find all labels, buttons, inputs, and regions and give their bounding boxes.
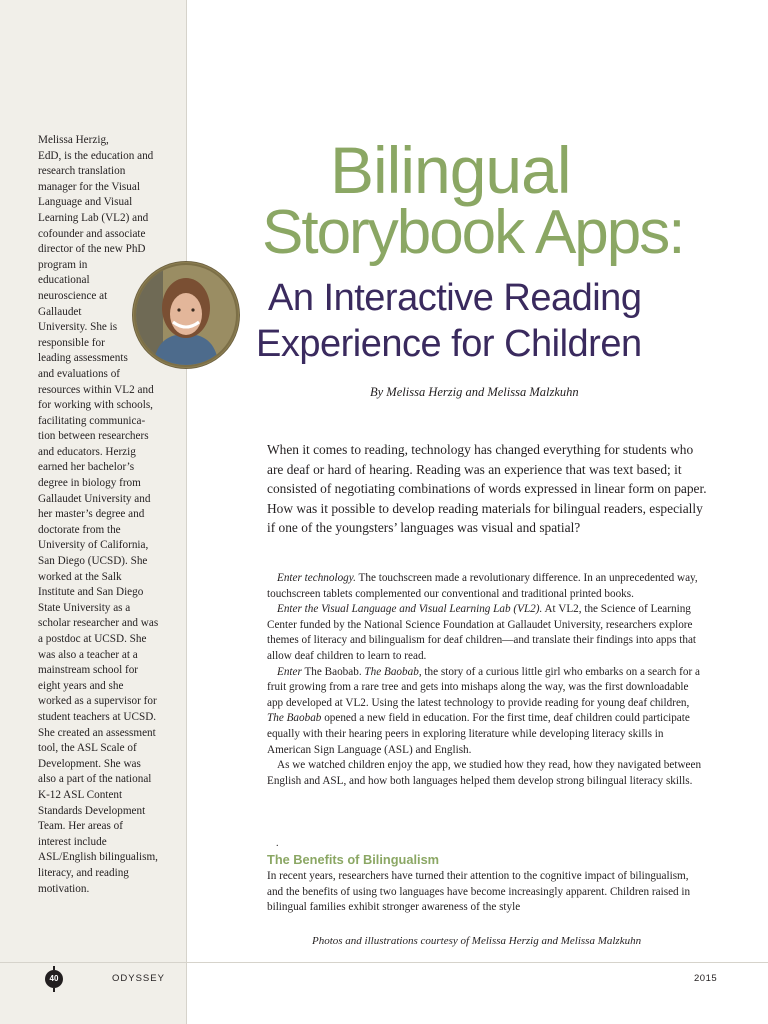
bio-line: San Diego (UCSD). She xyxy=(38,555,148,568)
bio-line: leading assessments xyxy=(38,352,128,365)
bio-line: also a part of the national xyxy=(38,773,152,786)
author-portrait-image xyxy=(133,262,239,368)
bio-line: neuroscience at xyxy=(38,289,108,302)
bio-line: interest include xyxy=(38,835,107,848)
byline: By Melissa Herzig and Melissa Malzkuhn xyxy=(370,385,579,399)
bio-line: Institute and San Diego xyxy=(38,586,144,599)
bio-line: manager for the Visual xyxy=(38,180,140,193)
author-bio: Melissa Herzig, EdD, is the education and research translation manager for the Visual Language and Visual Learning Lab (VL2) and cofounder and associate director of the new PhD program in educational neuroscience at Gallaudet University. She is responsible for leading assessments and evaluations of resources within VL2 and for working with schools, facilitating communica- tion between researchers and educators. Herzig earned her bachelor’s degree in biology from Gallaudet University and her master’s degree and doctorate from the University of California, San Diego (UCSD). She worked at the Salk Institute and San Diego State University as a scholar researcher and was a postdoc at UCSD. She was also a teacher at a mainstream school for eight years and she worked as a supervisor for student teachers at UCSD. She created an assessment tool, the ASL Scale of Development. She was also a part of the national K-12 ASL Content Standards Development Team. Her areas of interest include ASL/English bilingualism, literacy, and reading motivation. xyxy=(38,133,158,897)
bio-line: Development. She was xyxy=(38,757,141,770)
bio-line: eight years and she xyxy=(38,679,124,692)
bio-line: motivation. xyxy=(38,882,90,895)
bio-line: cofounder and associate xyxy=(38,227,146,240)
bio-line: worked as a supervisor for xyxy=(38,695,157,708)
bio-line: worked at the Salk xyxy=(38,570,122,583)
article-body xyxy=(267,571,707,789)
bio-line: Team. Her areas of xyxy=(38,820,123,833)
bio-line: responsible for xyxy=(38,336,105,349)
bio-line: facilitating communica- xyxy=(38,414,146,427)
bio-line: research translation xyxy=(38,165,126,178)
paragraph-1: Enter technology. The touchscreen made a revolutionary difference. In an unprecedented way, touchscreen tablets complemented our conventional and traditional printed books. xyxy=(267,572,698,600)
bio-line: student teachers at UCSD. xyxy=(38,710,157,723)
author-name: Melissa Herzig xyxy=(38,134,107,146)
bio-line: University. She is xyxy=(38,321,118,334)
bio-line: tool, the ASL Scale of xyxy=(38,742,137,755)
bio-line: educational xyxy=(38,274,90,287)
paragraph-2: Enter the Visual Language and Visual Learning Lab (VL2). At VL2, the Science of Learning Center funded by the National Science Foundation at Gallaudet University, researchers explore themes of literacy and bilingualism for deaf children—and translate their findings into apps that allow deaf children to learn to read. xyxy=(267,603,697,662)
bio-line: She created an assessment xyxy=(38,726,156,739)
photo-credit: Photos and illustrations courtesy of Melissa Herzig and Melissa Malzkuhn xyxy=(312,935,642,947)
bio-line: literacy, and reading xyxy=(38,866,129,879)
paragraph-3: Enter The Baobab. The Baobab, the story of a curious little girl who embarks on a search for a fruit growing from a rare tree and gets into mishaps along the way, was the first downloadable app developed at VL2. Using the latest technology to provide reading for young deaf children, The Baobab opened a new field in education. For the first time, deaf children could participate equally with their hearing peers in exploring literature while developing literacy skills in American Sign Language (ASL) and English. xyxy=(267,665,700,756)
bio-line: was also a teacher at a xyxy=(38,648,138,661)
bio-line: Gallaudet xyxy=(38,305,82,318)
bio-line: and evaluations of xyxy=(38,367,121,380)
intro-paragraph: When it comes to reading, technology has changed everything for students who are deaf or hard of hearing. Reading was an experience that was text based; it consisted of negotiating combinations of words expressed in linear form on paper. How was it possible to develop reading materials for bilingual readers, especially if one of the youngsters’ languages was visual and spatial? xyxy=(267,442,707,536)
bio-line: a postdoc at UCSD. She xyxy=(38,633,147,645)
section-paragraph: In recent years, researchers have turned their attention to the cognitive impact of bilingualism, and the benefits of using two languages have become increasingly apparent. Children raised in bilingual families exhibit stronger awareness of the style xyxy=(267,870,691,914)
bio-line: Standards Development xyxy=(38,804,146,817)
bio-line: her master’s degree and xyxy=(38,508,145,521)
stray-dot: . xyxy=(276,838,279,849)
bio-line: scholar researcher and was xyxy=(38,617,159,630)
bio-line: director of the new PhD xyxy=(38,243,146,256)
paragraph-4: As we watched children enjoy the app, we studied how they read, how they navigated between English and ASL, and how both languages helped them develop strong bilingual literacy skills. xyxy=(267,759,702,787)
section-heading: The Benefits of Bilingualism xyxy=(267,852,440,867)
magazine-name: ODYSSEY xyxy=(112,973,165,984)
bio-line: EdD, is the education and xyxy=(38,149,154,162)
issue-year: 2015 xyxy=(694,973,718,984)
title-line-1: Bilingual xyxy=(330,133,571,207)
footer-divider xyxy=(0,962,768,963)
bio-line: doctorate from the xyxy=(38,523,121,536)
bio-line: Gallaudet University and xyxy=(38,492,151,505)
page-number-badge: 40 xyxy=(45,970,63,988)
bio-line: degree in biology from xyxy=(38,477,141,490)
bio-line: and educators. Herzig xyxy=(38,445,136,458)
bio-line: University of California, xyxy=(38,539,149,552)
subtitle-line-2: Experience for Children xyxy=(256,323,642,365)
bio-line: ASL/English bilingualism, xyxy=(38,851,158,864)
bio-line: resources within VL2 and xyxy=(38,383,154,396)
bio-line: program in xyxy=(38,258,88,271)
bio-line: Learning Lab (VL2) and xyxy=(38,211,149,224)
bio-line: mainstream school for xyxy=(38,664,139,677)
bio-line: State University as a xyxy=(38,601,131,614)
author-photo xyxy=(133,262,239,368)
bio-line: Language and Visual xyxy=(38,196,133,209)
bio-line: K-12 ASL Content xyxy=(38,788,123,801)
title-line-2: Storybook Apps: xyxy=(262,198,684,267)
subtitle-line-1: An Interactive Reading xyxy=(268,277,642,319)
bio-line: tion between researchers xyxy=(38,430,149,443)
bio-line: for working with schools, xyxy=(38,399,153,412)
bio-line: earned her bachelor’s xyxy=(38,461,135,474)
